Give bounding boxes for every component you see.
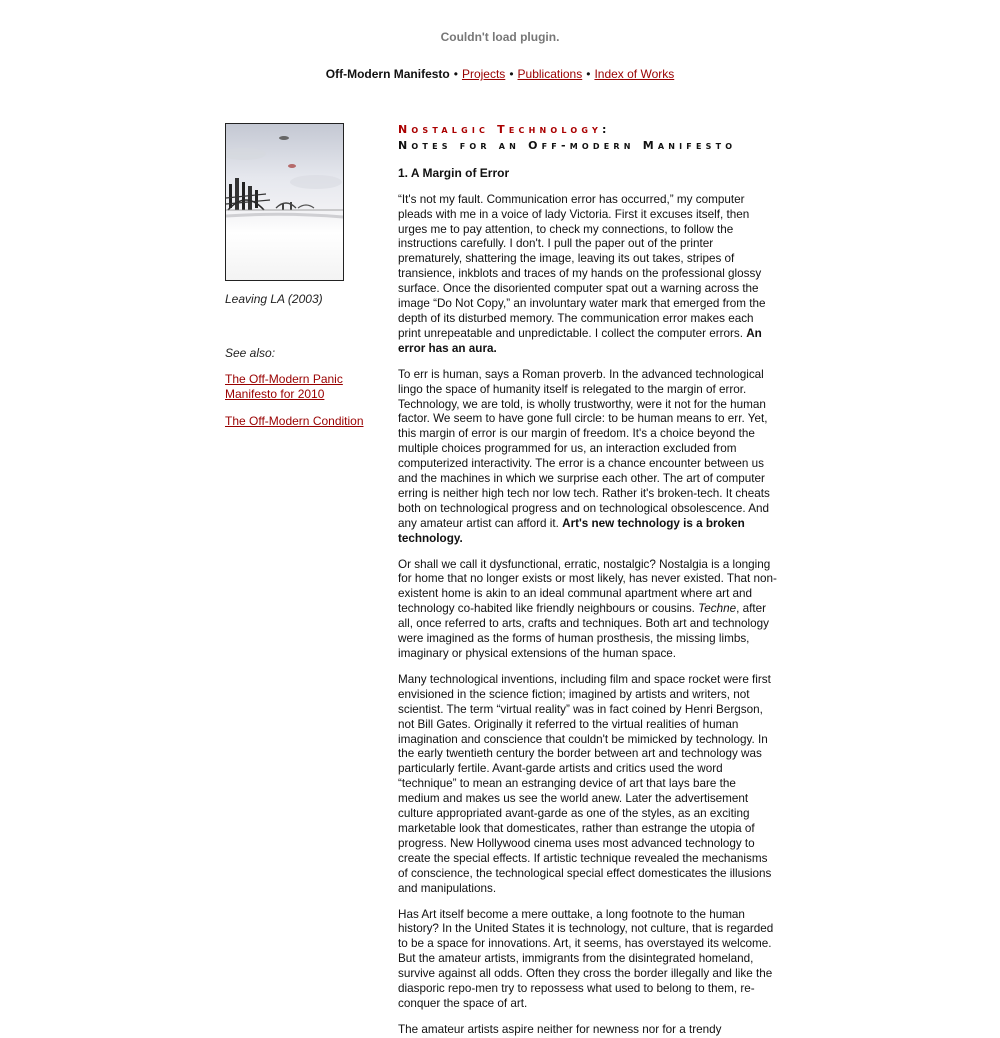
paragraph-3 bbox=[398, 558, 778, 662]
section-heading: 1. A Margin of Error bbox=[398, 165, 510, 180]
nav-current-page: Off-Modern Manifesto bbox=[325, 67, 450, 81]
see-also-label: See also: bbox=[225, 346, 276, 360]
article-title-line2: Notes for an Off-modern Manifesto bbox=[398, 138, 737, 152]
nav-link-projects[interactable]: Projects bbox=[461, 67, 506, 81]
paragraph-text: , after all, once referred to arts, crafts and techniques. Both art and technology were imagined as the forms of human prosthesis, the missing limbs, imaginary or physical extensions of the human space. bbox=[398, 602, 769, 660]
paragraph-5: Has Art itself become a mere outtake, a long footnote to the human history? In the United States it is technology, not culture, that is regarded to be a space for innovations. Art, it seems, has overstayed its welcome. But the amateur artists, immigrants from the disintegrated homeland, survive against all odds. Often they cross the border illegally and like the diasporic repo-men try to repossess what used to belong to them, re-conquer the space of art. bbox=[398, 907, 774, 1010]
paragraph-1 bbox=[398, 193, 778, 357]
top-navigation bbox=[0, 67, 1000, 81]
article-title-main: Nostalgic Technology bbox=[398, 123, 602, 136]
paragraph-text: Or shall we call it dysfunctional, erratic, nostalgic? Nostalgia is a longing for home that no longer exists or most likely, has never existed. That non-existent home is akin to an ideal communal apartment where art and technology co-habited like friendly neighbours or cousins. bbox=[398, 557, 777, 616]
paragraph-6: The amateur artists aspire neither for newness nor for a trendy bbox=[398, 1022, 722, 1036]
see-also-link-off-modern-condition[interactable]: The Off-Modern Condition bbox=[225, 414, 364, 428]
paragraph-text: “It's not my fault. Communication error has occurred,” my computer pleads with me in a voice of lady Victoria. First it excuses itself, then urges me to pay attention, to check my connections, to follow the instructions carefully. I don't. I pull the paper out of the printer prematurely, shattering the image, leaving its out takes, stripes of transience, inkblots and traces of my hands on the professional glossy surface. Once the disoriented computer spat out a warning across the image “Do Not Copy,” an involuntary water mark that emerged from the depth of its disturbed memory. The communication error makes each print unrepeatable and unpredictable. I collect the computer errors. bbox=[398, 192, 766, 340]
nav-separator: • bbox=[586, 67, 591, 81]
nav-link-index-of-works[interactable]: Index of Works bbox=[594, 67, 675, 81]
paragraph-2 bbox=[398, 368, 778, 547]
image-caption: Leaving LA (2003) bbox=[225, 292, 323, 306]
plugin-error-message: Couldn't load plugin. bbox=[440, 30, 560, 44]
nav-separator: • bbox=[453, 67, 458, 81]
see-also-link-panic-manifesto[interactable]: The Off-Modern Panic Manifesto for 2010 bbox=[225, 372, 343, 401]
paragraph-4: Many technological inventions, including film and space rocket were first envisioned in the science fiction; imagined by artists and writers, not scientist. The term “virtual reality” was in fact coined by Henri Bergson, not Bill Gates. Originally it referred to the virtual realities of human imagination and conscience that couldn't be mimicked by technology. In the early twentieth century the border between art and technology was particularly fertile. Avant-garde artists and critics used the word “technique” to mean an estranging device of art that lays bare the medium and makes us see the world anew. Later the advertisement culture appropriated avant-garde as one of the styles, as an exciting marketable look that domesticates, rather than estrange the utopia of progress. New Hollywood cinema uses most advanced technology to create the special effects. If artistic technique revealed the mechanisms of conscience, the technological special effect domesticates the illusions and manipulations. bbox=[398, 672, 772, 895]
paragraph-emphasis: An error has an aura. bbox=[398, 326, 762, 355]
artwork-illustration bbox=[226, 124, 343, 280]
article-title-colon: : bbox=[601, 123, 611, 136]
nav-link-publications[interactable]: Publications bbox=[517, 67, 583, 81]
paragraph-italic-term: Techne bbox=[698, 602, 737, 616]
article-title-line1 bbox=[398, 123, 778, 138]
paragraph-text: To err is human, says a Roman proverb. In the advanced technological lingo the space of humanity itself is relegated to the margin of error. Technology, we are told, is wholly trustworthy, were it not for the human factor. We seem to have gone full circle: to be human means to err. Yet, this margin of error is our margin of freedom. It's a choice beyond the multiple choices programmed for us, an interaction excluded from computerized interactivity. The error is a chance encounter between us and the machines in which we surprise each other. The art of computer erring is neither high tech nor low tech. Rather it's broken-tech. It cheats both on technological progress and on technological obsolescence. And any amateur artist can afford it. bbox=[398, 367, 770, 530]
sidebar bbox=[225, 123, 375, 429]
article bbox=[398, 123, 778, 1038]
paragraph-emphasis: Art's new technology is a broken technology. bbox=[398, 516, 745, 545]
nav-separator: • bbox=[509, 67, 514, 81]
artwork-image[interactable] bbox=[225, 123, 344, 281]
